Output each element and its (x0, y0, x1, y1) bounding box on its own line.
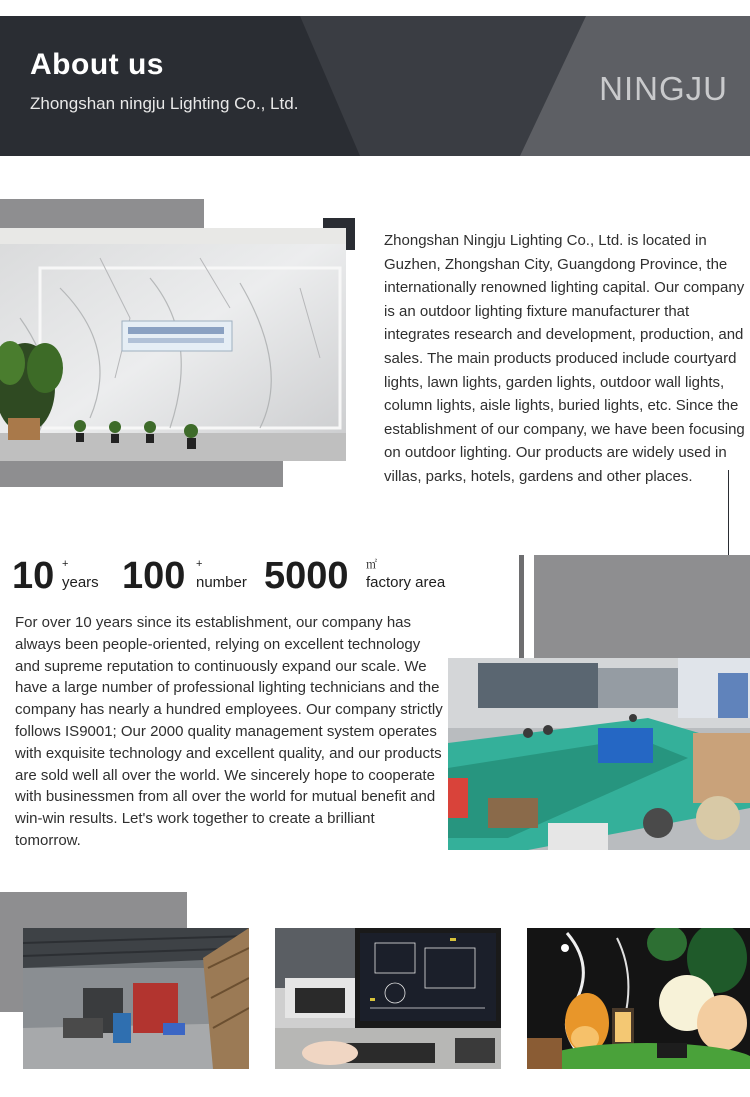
stat-employees-label: number (196, 574, 247, 591)
stat-years-sup: + (62, 558, 69, 570)
decor-vertical-bar (519, 555, 524, 658)
header-banner (0, 16, 750, 156)
warehouse-photo (23, 928, 249, 1069)
stat-years-label: years (62, 574, 99, 591)
stat-area-sup: ㎡ (366, 559, 377, 571)
workshop-photo (448, 658, 750, 850)
design-computer-photo (275, 928, 501, 1069)
company-subtitle: Zhongshan ningju Lighting Co., Ltd. (30, 94, 299, 113)
product-display-photo (527, 928, 750, 1069)
decor-bar-top (0, 199, 204, 229)
stat-area-number: 5000 (264, 555, 349, 597)
page-title: About us (30, 48, 164, 81)
about-paragraph: For over 10 years since its establishment, our company has always been people-oriented, relying on excellent technology and supreme reputation to continuously expand our scale. We have a large number of professional lighting technicians and the company has nearly a hundred employees. Our company strictly follows IS9001; Our 2000 quality management system operates with exquisite technology and excellent quality, and our products are sold well all over the world. We sincerely hope to cooperate with businessmen from all over the world for mutual benefit and win-win results. Let's work together to create a brilliant tomorrow. (15, 614, 443, 849)
reception-photo (0, 228, 346, 461)
brand-wordmark: NINGJU (599, 70, 728, 107)
stat-area-label: factory area (366, 574, 446, 591)
decor-block-right (534, 555, 750, 658)
decor-vertical-line (728, 470, 729, 556)
stat-years-number: 10 (12, 555, 55, 597)
stat-employees-number: 100 (122, 555, 186, 597)
intro-paragraph: Zhongshan Ningju Lighting Co., Ltd. is located in Guzhen, Zhongshan City, Guangdong Province, the internationally renowned lighting capital. Our company is an outdoor lighting fixture manufacturer that integrates research and development, production, and sales. The main products produced include courtyard lights, lawn lights, garden lights, outdoor wall lights, column lights, aisle lights, buried lights, etc. Since the establishment of our company, we have been focusing on outdoor lighting. Our products are widely used in villas, parks, hotels, gardens and other places. (384, 232, 745, 485)
decor-bar-bottom (0, 460, 283, 487)
stat-employees-sup: + (196, 558, 203, 570)
